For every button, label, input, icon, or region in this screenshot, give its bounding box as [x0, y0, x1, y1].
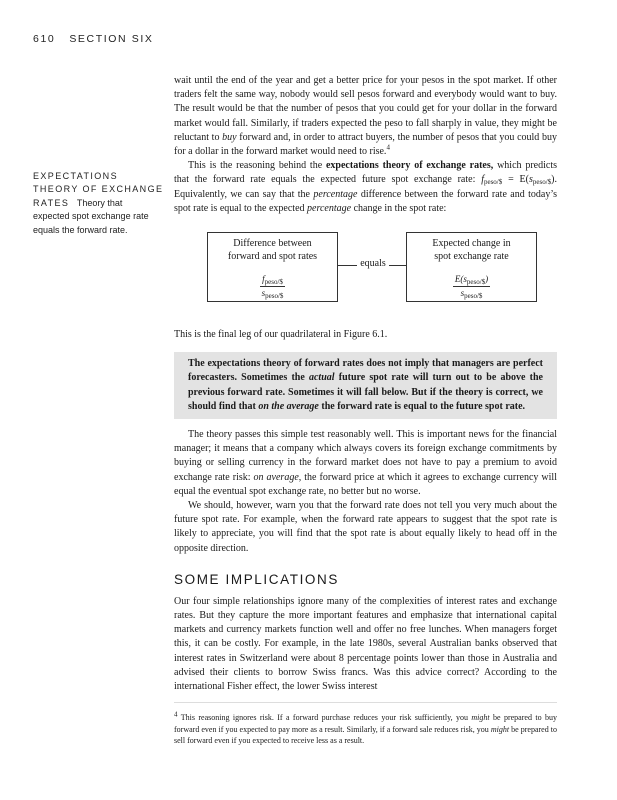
paragraph-4: The theory passes this simple test reasonably well. This is important news for the financial manager; it means that a company which always covers its foreign exchange commitments by buying or selling currency in the forward market does not have to pay a premium to avoid exchange rate risk: on average, the forward price at which it agrees to exchange currency will equal the eventual spot exchange rate, no better but no worse. — [174, 429, 557, 497]
equals-label: equals — [345, 257, 401, 271]
margin-definition-start: Theory that — [76, 197, 123, 208]
diagram-box-right: Expected change in spot exchange rate $\frac{E(s_{peso/\$})}{s_{peso/\$}}$ — [406, 232, 537, 302]
page-number: 610 — [33, 33, 56, 45]
margin-term-line2: THEORY OF EXCHANGE — [33, 184, 164, 195]
paragraph-2: This is the reasoning behind the expectations theory of exchange rates, which predicts that the forward rate equals the expected future spot exchange rate: $f_{peso/\$} = E(s_{peso/\$})$. Equivalently, we can say that the percentage difference between the forward rate and today’s spot rate is equal to the expected percentage change in the spot rate: — [174, 160, 557, 214]
margin-term-line3: RATES — [33, 197, 70, 208]
section-heading: SOME IMPLICATIONS — [174, 571, 339, 587]
paragraph-3: This is the final leg of our quadrilateral in Figure 6.1. — [174, 329, 388, 341]
paragraph-1: wait until the end of the year and get a better price for your pesos in the spot market. If other traders felt the same way, nobody would sell pesos forward and everybody would want to buy. The result would be that the number of pesos that you could get for your dollar in the forward market would fall. Similarly, if traders expected the peso to fall sharply in value, they might be reluctant to buy forward and, in order to attract buyers, the number of pesos that you could buy for a dollar in the forward market would need to rise.$^4$ — [174, 75, 557, 158]
margin-term-line1: EXPECTATIONS — [33, 171, 118, 181]
page-header — [33, 33, 167, 45]
paragraph-6: Our four simple relationships ignore many of the complexities of interest rates and exchange rates. But they capture the more important features and emphasize that international capital markets and currency markets function well and offer no free lunches. When managers forget this, it can be costly. For example, in the late 1980s, several Australian banks observed that interest rates in Switzerland were about 8 percentage points lower than those in Australia and advised their clients to borrow Swiss francs. Was this advice correct? According to the international Fisher effect, the lower Swiss interest — [174, 595, 557, 693]
paragraph-5: We should, however, warn you that the forward rate does not tell you very much about the future spot rate. For example, when the forward rate appears to suggest that the spot rate is likely to appreciate, you will find that the spot rate is about equally likely to head off in the opposite direction. — [174, 500, 557, 554]
section-name: SECTION SIX — [69, 33, 154, 45]
key-point-box: The expectations theory of forward rates does not imply that managers are perfect forecasters. Sometimes the actual future spot rate will turn out to be above the previous forward rate. Sometimes it will fall below. But if the theory is correct, we should find that on the average the forward rate is equal to the future spot rate. — [174, 352, 557, 419]
footnote: $^4$ This reasoning ignores risk. If a forward purchase reduces your risk sufficiently, you might be prepared to buy forward even if you expected to pay more as a result. Similarly, if a forward sale reduces risk, you might be prepared to sell forward even if you expected to receive less as a result. — [174, 710, 557, 746]
margin-definition: expected spot exchange rate equals the forward rate. — [33, 211, 149, 235]
fraction-right: $\frac{E(s_{peso/\$})}{s_{peso/\$}}$ — [454, 274, 489, 301]
main-text — [174, 74, 557, 747]
margin-note — [33, 170, 165, 237]
fraction-left: $\frac{f_{peso/\$}}{s_{peso/\$}}$ — [261, 274, 284, 301]
footnote-ref: 4 — [386, 143, 390, 152]
diagram-box-left: Difference between forward and spot rates $\frac{f_{peso/\$}}{s_{peso/\$}}$ — [207, 232, 338, 302]
key-term: expectations theory of exchange rates, — [325, 160, 494, 172]
equation-diagram — [174, 232, 557, 328]
footnote-divider — [174, 702, 557, 703]
